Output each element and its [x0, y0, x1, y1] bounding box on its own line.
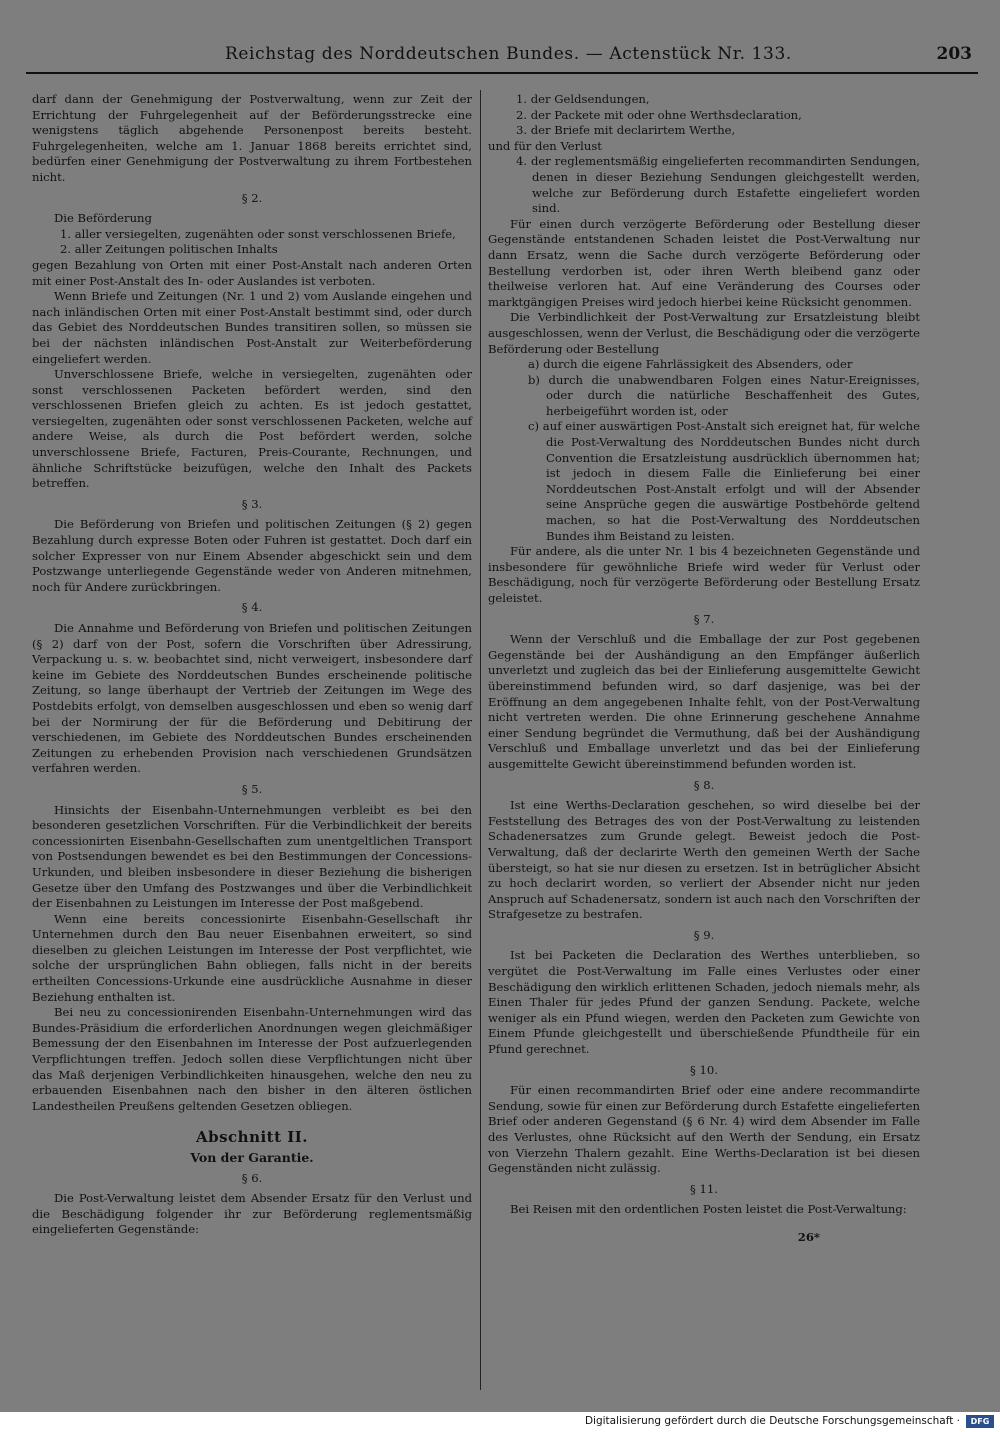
- left-paragraph: Die Annahme und Beförderung von Briefen und politischen Zeitungen (§ 2) darf von der Post, sofern die Vorschriften über Adressirung, Verpackung u. s. w. beobachtet sind, nicht verweigert, insbesondere darf keine im Gebiete des Norddeutschen Bundes erscheinende politische Zeitung, so lange überhaupt der Vertrieb der Zeitungen im Wege des Postdebits erfolgt, von demselben ausgeschlossen und eben so wenig darf bei der Normirung der für die Beförderung und Debitirung der verschiedenen, im Gebiete des Norddeutschen Bundes erscheinenden Zeitungen zu erhebenden Provision nach verschiedenen Grundsätzen verfahren werden.: [32, 621, 472, 776]
- right-signature-mark: 26*: [797, 1229, 820, 1244]
- right-list-item: a) durch die eigene Fahrlässigkeit des Absenders, oder: [528, 357, 853, 372]
- right-section-heading: § 9.: [693, 927, 715, 942]
- left-section-heading: § 2.: [241, 190, 263, 205]
- left-section-heading: § 3.: [241, 496, 263, 511]
- page-number: 203: [936, 44, 972, 64]
- left-paragraph: darf dann der Genehmigung der Postverwaltung, wenn zur Zeit der Errichtung der Fuhrgelegenheit auf der Beförderungsstrecke eine wenigstens täglich abgehende Personenpost bereits besteht. Fuhrgelegenheiten, welche am 1. Januar 1868 bereits errichtet sind, bedürfen einer Genehmigung der Postverwaltung zu ihrem Fortbestehen nicht.: [32, 92, 472, 184]
- left-paragraph: Wenn eine bereits concessionirte Eisenbahn-Gesellschaft ihr Unternehmen durch den Bau neuer Eisenbahnen erweitert, so sind dieselben zu gleichen Leistungen im Interesse der Post verpflichtet, wie solche der ursprünglichen Bahn obliegen, falls nicht in der bereits ertheilten Concessions-Urkunde eine ausdrückliche Ausnahme in dieser Beziehung enthalten ist.: [32, 911, 472, 1004]
- right-list-item: 3. der Briefe mit declarirtem Werthe,: [516, 123, 736, 138]
- left-section-heading: § 4.: [241, 600, 263, 615]
- right-column: [488, 92, 920, 1246]
- left-paragraph: Bei neu zu concessionirenden Eisenbahn-Unternehmungen wird das Bundes-Präsidium die erforderlichen Anordnungen wegen gleichmäßiger Bemessung der den Eisenbahnen im Interesse der Post aufzuerlegenden Verpflichtungen treffen. Jedoch sollen diese Verpflichtungen nicht über das Maß derjenigen Verbindlichkeiten hinausgehen, welche den neu zu erbauenden Eisenbahnen nach den bisher in den älteren östlichen Landestheilen Preußens geltenden Gesetzen obliegen.: [32, 1005, 472, 1113]
- right-paragraph: Bei Reisen mit den ordentlichen Posten leistet die Post-Verwaltung:: [510, 1202, 907, 1217]
- left-paragraph: gegen Bezahlung von Orten mit einer Post-Anstalt nach anderen Orten mit einer Post-Anstalt des In- oder Auslandes ist verboten.: [32, 257, 472, 288]
- left-paragraph: Hinsichts der Eisenbahn-Unternehmungen verbleibt es bei den besonderen gesetzlichen Vorschriften. Für die Verbindlichkeit der bereits concessionirten Eisenbahn-Gesellschaften zum unentgeltlichen Transport von Postsendungen bewendet es bei den Bestimmungen der Concessions-Urkunden, und bleiben insbesondere in dieser Beziehung die bisherigen Gesetze über den Umfang des Postzwanges und über die Verbindlichkeit der Eisenbahnen zu Leistungen im Interesse der Post maßgebend.: [32, 802, 472, 911]
- left-paragraph: Die Beförderung: [54, 211, 152, 226]
- header-rule: [26, 72, 978, 74]
- left-paragraph: Wenn Briefe und Zeitungen (Nr. 1 und 2) vom Auslande eingehen und nach inländischen Orten mit einer Post-Anstalt bestimmt sind, oder durch das Gebiet des Norddeutschen Bundes transitiren sollen, so müssen sie bei der nächsten inländischen Post-Anstalt zur Weiterbeförderung eingeliefert werden.: [32, 289, 472, 366]
- right-paragraph: Die Verbindlichkeit der Post-Verwaltung zur Ersatzleistung bleibt ausgeschlossen, wenn der Verlust, die Beschädigung oder die verzögerte Beförderung oder Bestellung: [488, 310, 920, 356]
- left-paragraph: Unverschlossene Briefe, welche in versiegelten, zugenähten oder sonst verschlossenen Packeten befördert werden, sind den verschlossenen Briefen gleich zu achten. Es ist jedoch gestattet, versiegelten, zugenähten oder sonst verschlossenen Packeten, welche auf andere Weise, als durch die Post befördert werden, solche unverschlossene Briefe, Facturen, Preis-Courante, Rechnungen, und ähnliche Schriftstücke beizufügen, welche den Inhalt des Packets betreffen.: [32, 367, 472, 491]
- right-list-item: 4. der reglementsmäßig eingelieferten recommandirten Sendungen, denen in dieser Beziehung Sendungen gleichgestellt werden, welche zur Beförderung durch Estafette eingeliefert worden sind.: [516, 154, 920, 216]
- right-list-item: 2. der Packete mit oder ohne Werthsdeclaration,: [516, 107, 802, 122]
- footer-credit: Digitalisierung gefördert durch die Deutsche Forschungsgemeinschaft ·: [584, 1415, 960, 1427]
- right-list-item: b) durch die unabwendbaren Folgen eines Natur-Ereignisses, oder durch die natürliche Beschaffenheit des Gutes, herbeigeführt worden ist, oder: [528, 372, 920, 418]
- left-chapter-heading: Abschnitt II.: [195, 1128, 309, 1147]
- right-paragraph: Für andere, als die unter Nr. 1 bis 4 bezeichneten Gegenstände und insbesondere für gewöhnliche Briefe wird weder für Verlust oder Beschädigung, noch für verzögerte Beförderung oder Bestellung Ersatz geleistet.: [488, 544, 920, 605]
- right-paragraph: Ist bei Packeten die Declaration des Werthes unterblieben, so vergütet die Post-Verwaltung im Falle eines Verlustes oder einer Beschädigung den wirklich erlittenen Schaden, jedoch niemals mehr, als Einen Thaler für jedes Pfund der ganzen Sendung. Packete, welche weniger als ein Pfund wiegen, werden den Packeten zum Gewichte von Einem Pfunde gleichgestellt und überschießende Pfundtheile für ein Pfund gerechnet.: [488, 948, 920, 1057]
- left-list-item: 1. aller versiegelten, zugenähten oder sonst verschlossenen Briefe,: [60, 226, 456, 241]
- right-paragraph: Ist eine Werths-Declaration geschehen, so wird dieselbe bei der Feststellung des Betrages des von der Post-Verwaltung zu leistenden Schadenersatzes zum Grunde gelegt. Beweist jedoch die Post-Verwaltung, daß der declarirte Werth den gemeinen Werth der Sache übersteigt, so hat sie nur diesen zu ersetzen. Ist in betrüglicher Absicht zu hoch declarirt worden, so verliert der Absender nicht nur jeden Anspruch auf Schadenersatz, sondern ist auch nach den Vorschriften der Strafgesetze zu bestrafen.: [488, 798, 920, 922]
- right-section-heading: § 10.: [690, 1062, 718, 1077]
- left-paragraph: Die Post-Verwaltung leistet dem Absender Ersatz für den Verlust und die Beschädigung folgender ihr zur Beförderung reglementsmäßig eingelieferten Gegenstände:: [32, 1191, 472, 1237]
- right-paragraph: Wenn der Verschluß und die Emballage der zur Post gegebenen Gegenstände bei der Aushändigung an den Empfänger äußerlich unverletzt und zugleich das bei der Einlieferung ausgemittelte Gewicht übereinstimmend befunden wird, so darf dasjenige, was bei der Eröffnung an dem angegebenen Inhalte fehlt, von der Post-Verwaltung nicht vertreten werden. Die ohne Erinnerung geschehene Annahme einer Sendung begründet die Vermuthung, daß bei der Aushändigung Verschluß und Emballage unverletzt und das bei der Einlieferung ausgemittelte Gewicht übereinstimmend befunden worden ist.: [488, 632, 920, 771]
- right-section-heading: § 7.: [693, 611, 715, 626]
- left-column: [32, 92, 472, 1238]
- left-list-item: 2. aller Zeitungen politischen Inhalts: [60, 242, 278, 257]
- column-divider: [480, 90, 481, 1390]
- right-paragraph: und für den Verlust: [488, 138, 602, 153]
- left-section-heading: § 5.: [241, 781, 263, 796]
- left-paragraph: Die Beförderung von Briefen und politischen Zeitungen (§ 2) gegen Bezahlung durch expresse Boten oder Fuhren ist gestattet. Doch darf ein solcher Expresser von nur Einem Absender abgeschickt sein und dem Postzwange unterliegende Gegenstände weder von Anderen mitnehmen, noch für Andere zurückbringen.: [32, 517, 472, 594]
- left-section-heading: § 6.: [241, 1170, 263, 1185]
- right-list-item: c) auf einer auswärtigen Post-Anstalt sich ereignet hat, für welche die Post-Verwaltung des Norddeutschen Bundes nicht durch Convention die Ersatzleistung ausdrücklich übernommen hat; ist jedoch in diesem Falle die Einlieferung bei einer Norddeutschen Post-Anstalt erfolgt und will der Absender seine Ansprüche gegen die auswärtige Postbehörde geltend machen, so hat die Post-Verwaltung des Norddeutschen Bundes ihm Beistand zu leisten.: [528, 419, 920, 543]
- footer-bar: [0, 1412, 1000, 1432]
- right-paragraph: Für einen durch verzögerte Beförderung oder Bestellung dieser Gegenstände entstandenen Schaden leistet die Post-Verwaltung nur dann Ersatz, wenn die Sache durch verzögerte Beförderung oder Bestellung verdorben ist, oder ihren Werth bleibend ganz oder theilweise verloren hat. Auf eine Veränderung des Courses oder marktgängigen Preises wird jedoch hierbei keine Rücksicht genommen.: [488, 216, 920, 309]
- dfg-logo: DFG: [966, 1415, 994, 1428]
- right-section-heading: § 11.: [690, 1181, 718, 1196]
- right-list-item: 1. der Geldsendungen,: [516, 92, 650, 106]
- running-header-title: Reichstag des Norddeutschen Bundes. — Actenstück Nr. 133.: [225, 44, 792, 64]
- right-section-heading: § 8.: [693, 777, 715, 792]
- right-paragraph: Für einen recommandirten Brief oder eine andere recommandirte Sendung, sowie für einen zur Beförderung durch Estafette eingelieferten Brief oder anderen Gegenstand (§ 6 Nr. 4) wird dem Absender im Falle des Verlustes, ohne Rücksicht auf den Werth der Sendung, ein Ersatz von Vierzehn Thalern gezahlt. Eine Werths-Declaration ist bei diesen Gegenständen nicht zulässig.: [488, 1083, 920, 1176]
- left-chapter-subheading: Von der Garantie.: [190, 1150, 314, 1165]
